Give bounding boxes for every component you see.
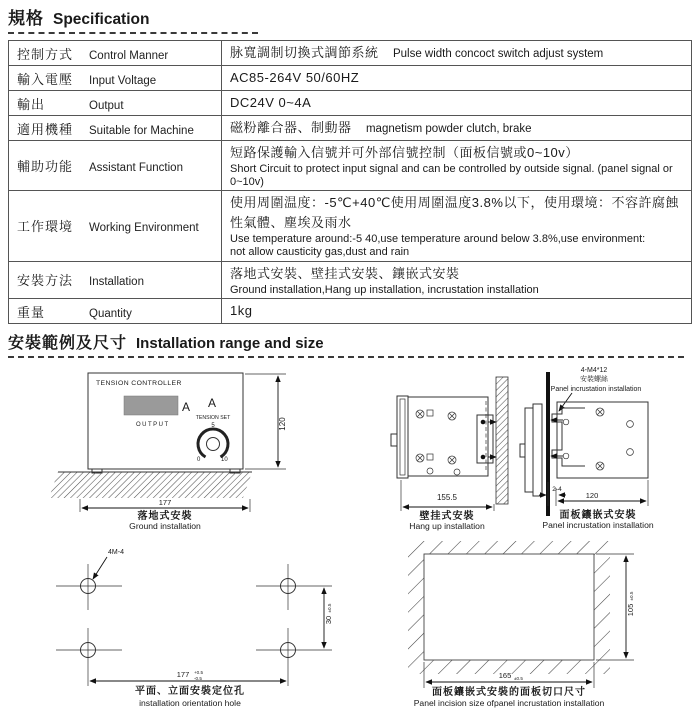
screw-zh-label: 安裝螺絲 bbox=[580, 376, 608, 384]
knob-max-label: 10 bbox=[221, 457, 228, 464]
table-row-working-environment bbox=[9, 191, 692, 261]
incrustation-caption-en: Panel incrustation installation bbox=[542, 520, 654, 531]
knob-center bbox=[207, 438, 220, 451]
front-knob-side bbox=[520, 444, 525, 457]
front-bezel-side bbox=[525, 408, 533, 492]
row-label-zh: 安裝方法 bbox=[17, 273, 74, 289]
hangup-installation-drawing bbox=[391, 377, 508, 531]
table-row-output bbox=[9, 91, 692, 116]
row-label-zh: 重量 bbox=[17, 304, 46, 320]
front-frame-side bbox=[533, 404, 542, 496]
ground-caption-zh: 落地式安裝 bbox=[137, 511, 193, 523]
dim-width-177: 177 bbox=[158, 498, 172, 508]
screw-spec-label: 4-M4*12 bbox=[580, 367, 608, 375]
dim-height-120: 120 bbox=[278, 417, 287, 431]
row-value-zh: 1kg bbox=[230, 303, 253, 319]
panel-incision-drawing bbox=[408, 541, 635, 708]
bezel-inner bbox=[400, 399, 405, 475]
dim-width-165: 165 bbox=[498, 671, 512, 681]
table-row-input-voltage bbox=[9, 66, 692, 91]
ground-installation-drawing bbox=[49, 373, 287, 531]
row-value-en2: not allow causticity gas,dust and rain bbox=[230, 245, 410, 258]
dim-height-tol: ±0.5 bbox=[629, 591, 634, 601]
dim-height-30: 30 bbox=[324, 616, 333, 625]
dim-height-tol: ±0.5 bbox=[327, 603, 332, 613]
controller-side-body bbox=[408, 397, 488, 476]
knob-min-label: 0 bbox=[197, 457, 201, 464]
dim-width-tol-plus: +0.5 bbox=[194, 670, 204, 676]
dim-width-120: 120 bbox=[585, 491, 599, 501]
mounting-holes bbox=[56, 564, 332, 686]
manual-page bbox=[0, 4, 700, 708]
specification-table bbox=[8, 40, 692, 324]
holes-caption-en: installation orientation hole bbox=[139, 698, 241, 708]
ground-hatch bbox=[49, 472, 252, 498]
row-label-zh: 控制方式 bbox=[17, 46, 74, 62]
row-value-zh: 短路保護輸入信號并可外部信號控制（面板信號或0~10v） bbox=[230, 145, 579, 160]
dim-width-177: 177 bbox=[176, 670, 190, 680]
output-display bbox=[124, 396, 178, 415]
incrustation-caption-zh: 面板鑲嵌式安裝 bbox=[559, 510, 637, 522]
row-value-en: magnetism powder clutch, brake bbox=[365, 123, 532, 135]
incision-cutout bbox=[424, 554, 594, 660]
orientation-holes-drawing bbox=[56, 549, 333, 708]
dim-width-155: 155.5 bbox=[436, 493, 458, 503]
row-label-zh: 適用機種 bbox=[17, 121, 74, 137]
tension-knob bbox=[198, 429, 228, 457]
row-label-zh: 輸出 bbox=[17, 96, 46, 112]
row-label-en: Suitable for Machine bbox=[89, 124, 194, 137]
dim-width-tol: ±0.5 bbox=[514, 676, 523, 682]
bracket-screw bbox=[481, 455, 486, 460]
row-value-en: Short Circuit to protect input signal and can be controlled by outside signal. (panel signal or 0~10v) bbox=[230, 163, 673, 188]
row-value-zh: 脉寬調制切換式調節系統 bbox=[230, 45, 379, 60]
table-row-assistant-function bbox=[9, 141, 692, 191]
row-value-zh: 磁粉離合器、制動器 bbox=[230, 120, 352, 135]
specification-title-zh: 規格 bbox=[8, 9, 44, 28]
body-screws bbox=[416, 410, 460, 475]
row-label-zh: 輸入電壓 bbox=[17, 71, 74, 87]
table-row-suitable-machine bbox=[9, 116, 692, 141]
hole-spec-label: 4M-4 bbox=[108, 549, 124, 557]
row-label-en: Assistant Function bbox=[89, 162, 183, 175]
hangup-caption-zh: 壁挂式安裝 bbox=[419, 511, 475, 523]
table-row-quantity bbox=[9, 299, 692, 324]
drawings-svg bbox=[0, 358, 700, 708]
row-value-en: Pulse width concoct switch adjust system bbox=[392, 48, 604, 60]
knob-unit-label: A bbox=[208, 396, 217, 411]
output-label: OUTPUT bbox=[136, 422, 170, 429]
row-value-en: Ground installation,Hang up installation, incrustation installation bbox=[230, 283, 539, 296]
row-label-en: Working Environment bbox=[89, 222, 199, 235]
panel-title-label: TENSION CONTROLLER bbox=[96, 380, 182, 388]
plate-screws bbox=[563, 408, 633, 470]
row-label-en: Output bbox=[89, 99, 124, 112]
dim-height-105: 105 bbox=[626, 603, 635, 617]
display-unit-label: A bbox=[182, 400, 191, 415]
controller-side-bezel bbox=[397, 396, 408, 478]
table-row-control-manner bbox=[9, 41, 692, 66]
side-knob bbox=[391, 434, 397, 446]
dim-depth-2-4: 2-4 bbox=[552, 486, 562, 494]
ground-caption-en: Ground installation bbox=[129, 521, 201, 532]
row-value-zh: 落地式安裝、壁挂式安裝、鑲嵌式安裝 bbox=[230, 265, 460, 281]
hangup-caption-en: Hang up installation bbox=[409, 521, 485, 532]
specification-title bbox=[8, 4, 258, 34]
row-label-zh: 工作環境 bbox=[17, 219, 74, 235]
row-value-zh: DC24V 0~4A bbox=[230, 95, 312, 110]
screw-en-label: Panel incrustation installation bbox=[550, 386, 642, 394]
row-value-en: Use temperature around:-5 40,use temperature around below 3.8%,use environment: bbox=[230, 233, 646, 246]
wall-hatch bbox=[496, 377, 508, 504]
incrustation-installation-drawing bbox=[520, 367, 654, 530]
specification-title-en: Specification bbox=[53, 11, 150, 28]
row-label-zh: 輔助功能 bbox=[17, 159, 74, 175]
incision-caption-zh: 面板鑲嵌式安裝的面板切口尺寸 bbox=[432, 687, 586, 699]
row-label-en: Quantity bbox=[89, 307, 132, 320]
row-label-en: Control Manner bbox=[89, 49, 169, 62]
dim-width-tol-minus: -0.5 bbox=[194, 676, 202, 682]
knob-mid-label: 5 bbox=[211, 423, 215, 430]
holes-caption-zh: 平面、立面安裝定位孔 bbox=[135, 686, 245, 698]
installation-title bbox=[8, 330, 684, 358]
installation-title-zh: 安裝範例及尺寸 bbox=[8, 335, 128, 353]
controller-front-panel bbox=[88, 373, 243, 469]
installation-title-en: Installation range and size bbox=[136, 335, 324, 353]
row-value-zh: AC85-264V 50/60HZ bbox=[230, 70, 360, 85]
incision-caption-en: Panel incision size ofpanel incrustation installation bbox=[413, 698, 605, 708]
tension-set-label: TENSION SET bbox=[195, 415, 231, 422]
row-label-en: Installation bbox=[89, 276, 144, 289]
table-row-installation bbox=[9, 261, 692, 299]
row-value-zh: 使用周圍温度：-5℃+40℃使用周圍温度3.8%以下，使用環境：不容許腐蝕性氣體、塵埃及雨水 bbox=[230, 195, 679, 231]
installation-drawings bbox=[0, 358, 700, 708]
bracket-screw bbox=[481, 420, 486, 425]
row-label-en: Input Voltage bbox=[89, 74, 157, 87]
